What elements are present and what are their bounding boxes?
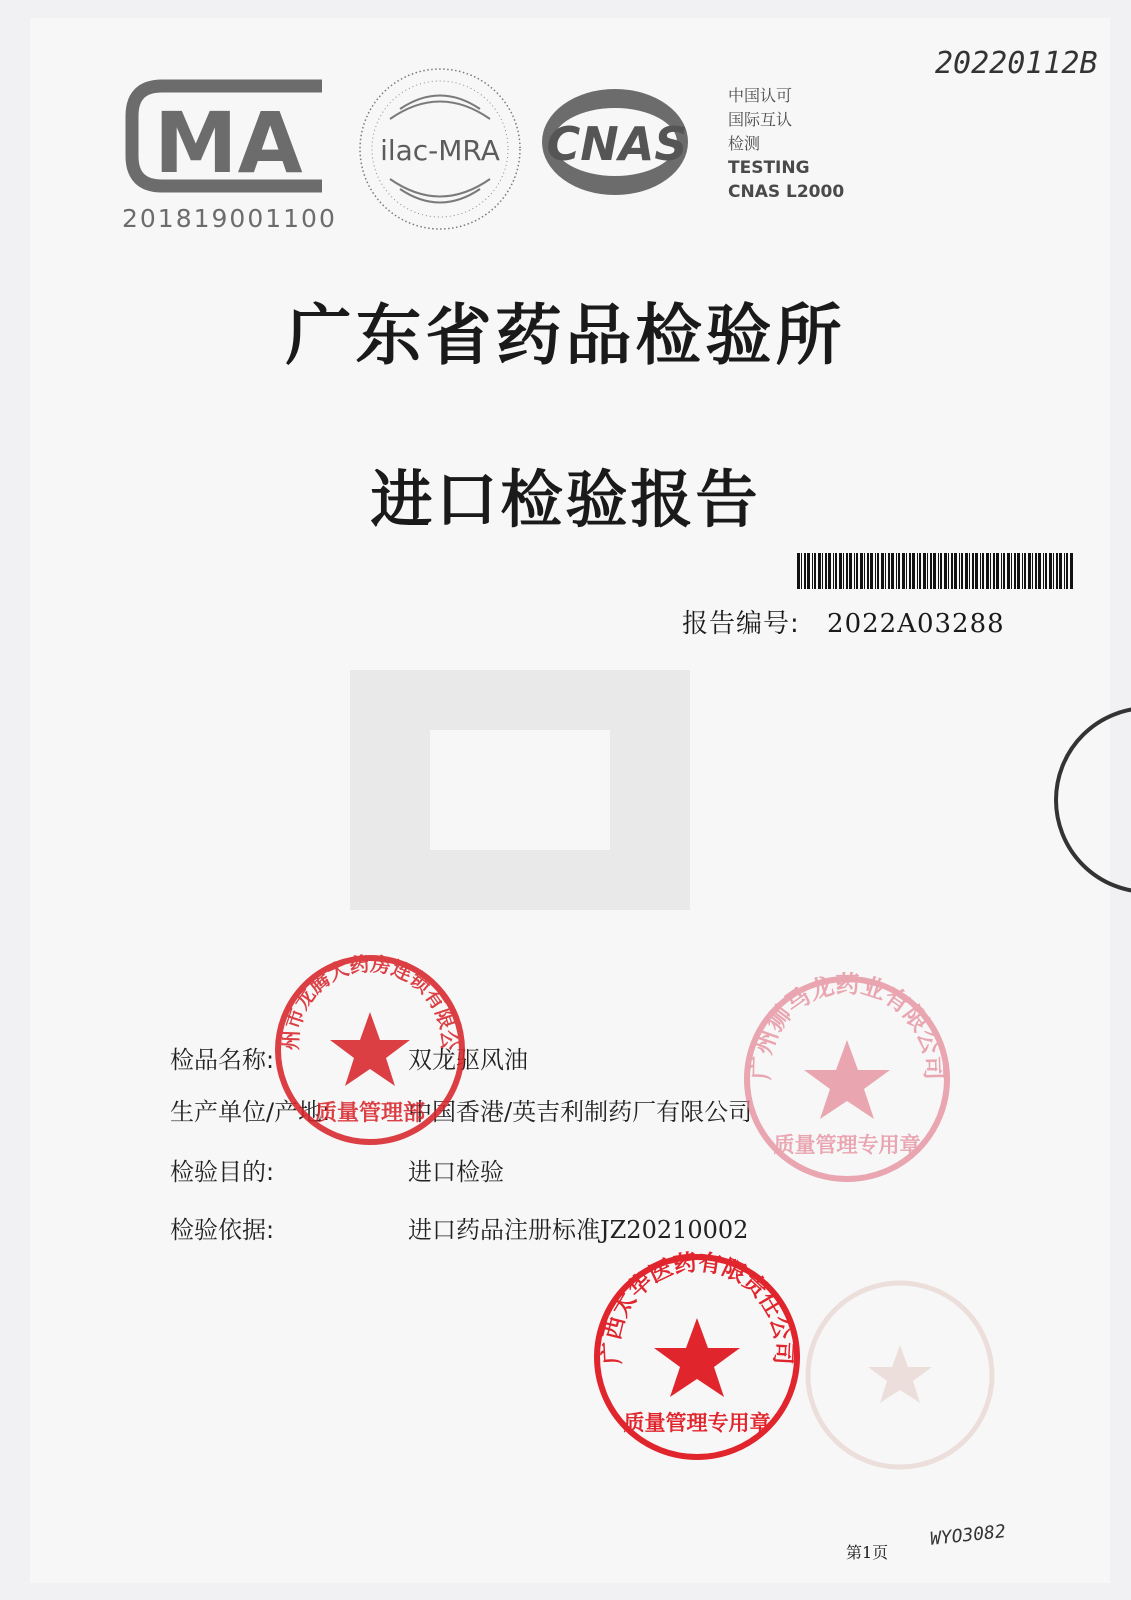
seal-pharmacy-quality (270, 950, 470, 1150)
institution-title: 广东省药品检验所 (285, 296, 846, 374)
barcode-bar (870, 553, 873, 589)
barcode-bar (965, 553, 968, 589)
watermark (290, 640, 750, 940)
report-number (682, 603, 1005, 640)
field-label-manufacturer: 生产单位/产地: (170, 1098, 331, 1126)
report-title: 进口检验报告 (370, 463, 761, 536)
barcode (797, 553, 1077, 589)
seal-faint-imprint (800, 1275, 1000, 1475)
barcode-bar (1064, 553, 1065, 589)
barcode-bar (961, 553, 963, 589)
cma-logo-text: MA (154, 94, 303, 192)
seal-3-sub: 质量管理专用章 (623, 1411, 771, 1435)
barcode-bar (975, 553, 978, 589)
cnas-line-5: CNAS L2000 (728, 182, 845, 202)
cma-logo-mark (122, 76, 332, 196)
barcode-bar (980, 553, 981, 589)
barcode-bar (919, 553, 921, 589)
barcode-bar (986, 553, 989, 589)
cma-number: 201819001100 (122, 204, 337, 233)
barcode-bar (906, 553, 907, 589)
barcode-bar (1070, 553, 1073, 589)
barcode-bar (877, 553, 879, 589)
barcode-bar (1035, 553, 1037, 589)
barcode-bar (940, 553, 942, 589)
barcode-bar (951, 553, 953, 589)
cnas-line-1: 中国认可 (728, 86, 793, 105)
barcode-bar (982, 553, 984, 589)
barcode-bar (1014, 553, 1016, 589)
barcode-bar (1001, 553, 1002, 589)
barcode-bar (846, 553, 848, 589)
cma-logo (122, 76, 337, 236)
barcode-bar (993, 553, 995, 589)
handwritten-code-top: 20220112B (935, 46, 1098, 81)
barcode-bar (833, 553, 834, 589)
seal-company-quality (740, 972, 955, 1187)
barcode-bar (1032, 553, 1033, 589)
barcode-bar (1066, 553, 1068, 589)
seal-1-sub: 质量管理部 (314, 1101, 426, 1126)
field-label-product: 检品名称: (170, 1046, 275, 1074)
barcode-bar (885, 553, 886, 589)
barcode-bar (797, 553, 800, 589)
barcode-bar (875, 553, 876, 589)
barcode-bar (839, 553, 842, 589)
barcode-bar (1059, 553, 1062, 589)
barcode-bar (891, 553, 894, 589)
barcode-bar (867, 553, 869, 589)
barcode-bar (860, 553, 863, 589)
barcode-bar (888, 553, 890, 589)
barcode-bar (818, 553, 821, 589)
ilac-mra-logo (355, 64, 525, 234)
barcode-bar (1056, 553, 1058, 589)
barcode-bar (972, 553, 974, 589)
seal-2-sub: 质量管理专用章 (773, 1133, 921, 1157)
field-value-standard: 进口药品注册标准JZ20210002 (408, 1216, 749, 1244)
barcode-bar (954, 553, 957, 589)
barcode-bar (1011, 553, 1012, 589)
ilac-logo-text: ilac-MRA (380, 134, 500, 167)
field-value-purpose: 进口检验 (408, 1158, 504, 1186)
barcode-bar (828, 553, 831, 589)
barcode-bar (927, 553, 928, 589)
field-label-purpose: 检验目的: (170, 1158, 275, 1186)
barcode-bar (909, 553, 911, 589)
barcode-bar (912, 553, 915, 589)
barcode-bar (807, 553, 810, 589)
barcode-bar (854, 553, 855, 589)
barcode-bar (801, 553, 802, 589)
barcode-bar (896, 553, 897, 589)
barcode-bar (898, 553, 900, 589)
barcode-bar (1024, 553, 1026, 589)
field-label-standard: 检验依据: (170, 1216, 275, 1244)
barcode-bar (849, 553, 852, 589)
barcode-bar (902, 553, 905, 589)
barcode-bar (822, 553, 823, 589)
barcode-bar (1049, 553, 1052, 589)
field-value-manufacturer: 中国香港/英吉利制药厂有限公司 (408, 1098, 753, 1126)
barcode-bar (864, 553, 865, 589)
barcode-bar (856, 553, 858, 589)
barcode-bar (812, 553, 813, 589)
cnas-logo-text: CNAS (546, 117, 688, 171)
barcode-bar (1017, 553, 1020, 589)
barcode-bar (814, 553, 816, 589)
barcode-bar (1022, 553, 1023, 589)
barcode-bar (996, 553, 999, 589)
report-number-label: 报告编号: (682, 609, 800, 639)
barcode-bar (825, 553, 827, 589)
seal-1-name: 州市龙腾大药房连锁有限公 (278, 951, 462, 1051)
barcode-bar (881, 553, 884, 589)
seal-distributor-quality (590, 1250, 805, 1465)
barcode-bar (990, 553, 991, 589)
field-value-product: 双龙驱风油 (408, 1046, 528, 1074)
barcode-bar (938, 553, 939, 589)
seal-2-name: 广州狮马龙药业有限公司 (747, 972, 948, 1081)
barcode-bar (843, 553, 844, 589)
barcode-bar (1043, 553, 1044, 589)
barcode-bar (969, 553, 970, 589)
page-number: 第1页 (846, 1543, 889, 1562)
barcode-bar (1038, 553, 1041, 589)
barcode-bar (1045, 553, 1047, 589)
barcode-bar (923, 553, 926, 589)
barcode-bar (1007, 553, 1010, 589)
cnas-logo (540, 84, 700, 204)
cnas-line-4: TESTING (728, 158, 810, 178)
cnas-caption (728, 84, 844, 204)
barcode-bar (835, 553, 837, 589)
cnas-line-2: 国际互认 (728, 110, 793, 129)
barcode-bar (1053, 553, 1054, 589)
barcode-bar (944, 553, 947, 589)
barcode-bar (804, 553, 806, 589)
barcode-bar (948, 553, 949, 589)
barcode-bar (1028, 553, 1031, 589)
partial-seal-right (1048, 700, 1131, 900)
barcode-bar (933, 553, 936, 589)
seal-3-name: 广西太华医药有限责任公司 (599, 1250, 796, 1366)
handwritten-code-bottom: WYO3082 (929, 1521, 1007, 1550)
barcode-bar (959, 553, 960, 589)
report-number-value: 2022A03288 (827, 609, 1005, 639)
barcode-bar (917, 553, 918, 589)
barcode-bar (1003, 553, 1005, 589)
barcode-bar (930, 553, 932, 589)
cnas-line-3: 检测 (728, 134, 761, 153)
